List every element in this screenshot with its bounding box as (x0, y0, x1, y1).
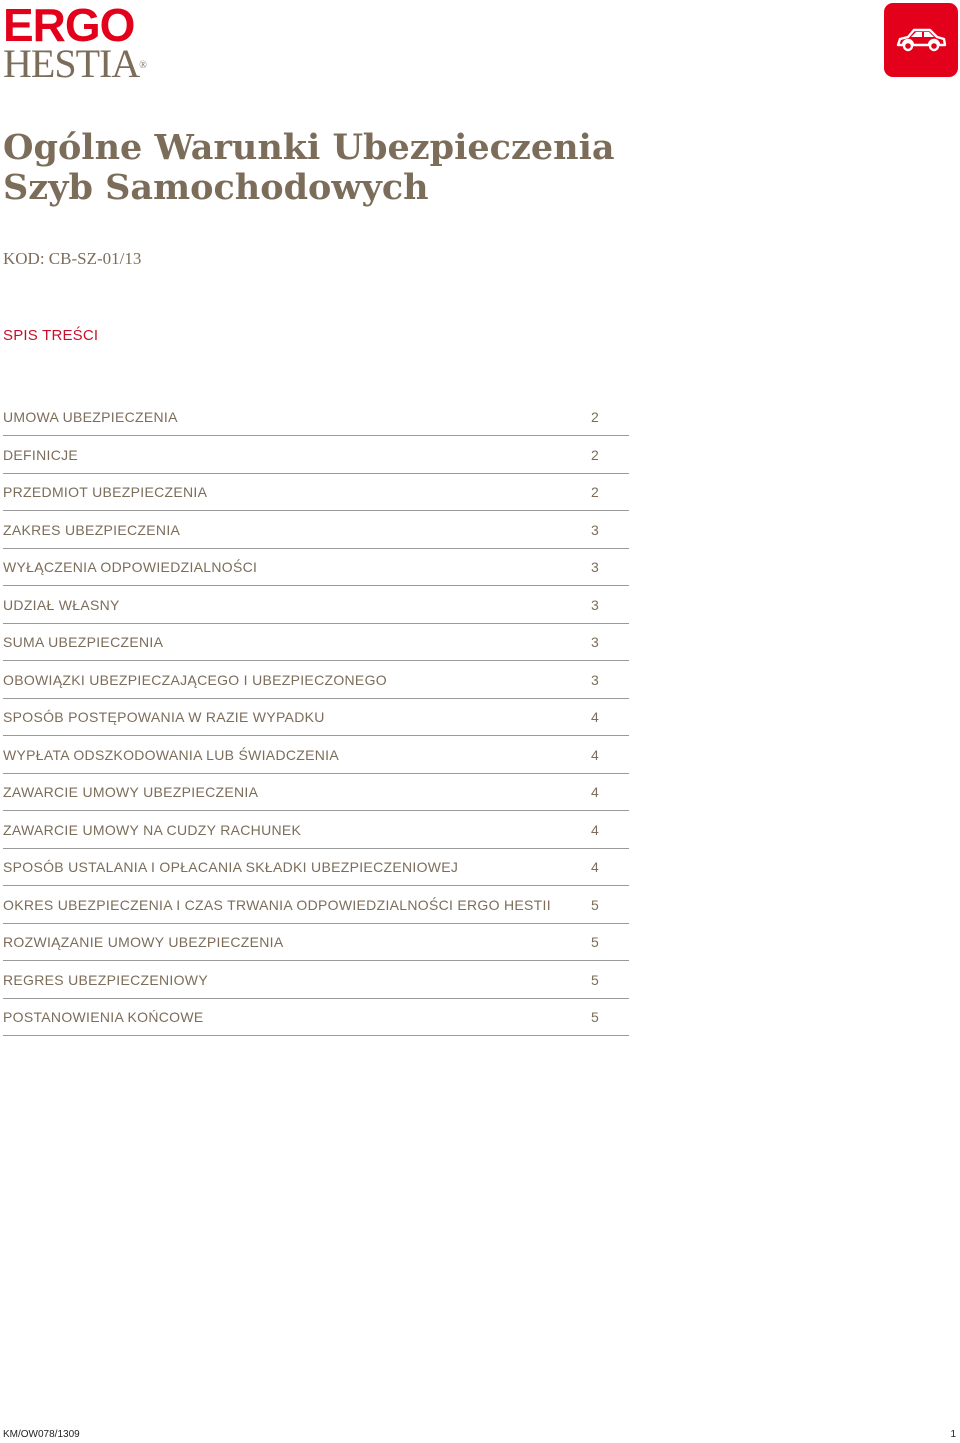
toc-row[interactable] (3, 999, 629, 1036)
toc-entry-page: 4 (591, 821, 599, 838)
footer-page-number: 1 (950, 1429, 956, 1440)
toc-entry-page: 5 (591, 934, 599, 950)
title-line-2: Szyb Samochodowych (3, 167, 429, 208)
toc-entry-page: 2 (591, 484, 599, 500)
toc-row[interactable] (3, 587, 629, 624)
toc-entry-page: 3 (591, 671, 599, 688)
toc-entry-label: REGRES UBEZPIECZENIOWY (3, 971, 208, 988)
toc-entry-label: ZAKRES UBEZPIECZENIA (3, 521, 181, 538)
toc-heading: SPIS TREŚCI (3, 327, 99, 344)
toc-entry-label: ROZWIĄZANIE UMOWY UBEZPIECZENIA (3, 934, 284, 950)
toc-row[interactable] (3, 399, 629, 436)
toc-row[interactable] (3, 887, 629, 924)
ergo-hestia-logo (3, 0, 146, 86)
toc-entry-label: PRZEDMIOT UBEZPIECZENIA (3, 484, 208, 500)
table-of-contents (3, 399, 629, 1037)
toc-row[interactable] (3, 624, 629, 661)
toc-row[interactable] (3, 774, 629, 811)
toc-entry-label: OKRES UBEZPIECZENIA I CZAS TRWANIA ODPOWIEDZIALNOŚCI ERGO HESTII (3, 896, 551, 913)
toc-entry-page: 3 (591, 521, 599, 538)
logo-hestia-text: HESTIA (3, 41, 140, 86)
toc-entry-label: WYPŁATA ODSZKODOWANIA LUB ŚWIADCZENIA (3, 746, 339, 763)
toc-row[interactable] (3, 662, 629, 699)
toc-row[interactable] (3, 437, 629, 474)
toc-row[interactable] (3, 924, 629, 961)
toc-entry-label: WYŁĄCZENIA ODPOWIEDZIALNOŚCI (3, 559, 258, 575)
toc-entry-label: DEFINICJE (3, 446, 79, 463)
toc-entry-page: 2 (591, 446, 599, 463)
title-line-1: Ogólne Warunki Ubezpieczenia (3, 127, 615, 168)
toc-entry-page: 5 (591, 896, 599, 913)
toc-entry-page: 4 (591, 784, 599, 800)
toc-entry-page: 5 (591, 1009, 599, 1025)
toc-row[interactable] (3, 849, 629, 886)
toc-entry-label: SPOSÓB USTALANIA I OPŁACANIA SKŁADKI UBEZPIECZENIOWEJ (3, 859, 459, 875)
toc-entry-label: ZAWARCIE UMOWY NA CUDZY RACHUNEK (3, 821, 302, 838)
toc-entry-page: 3 (591, 634, 599, 650)
toc-entry-page: 2 (591, 409, 599, 425)
toc-entry-page: 3 (591, 559, 599, 575)
toc-entry-label: UMOWA UBEZPIECZENIA (3, 409, 178, 425)
toc-entry-label: OBOWIĄZKI UBEZPIECZAJĄCEGO I UBEZPIECZONEGO (3, 671, 387, 688)
car-icon (894, 25, 948, 55)
toc-entry-label: ZAWARCIE UMOWY UBEZPIECZENIA (3, 784, 259, 800)
toc-row[interactable] (3, 474, 629, 511)
document-code: KOD: CB-SZ-01/13 (3, 249, 142, 268)
toc-row[interactable] (3, 699, 629, 736)
toc-row[interactable] (3, 812, 629, 849)
toc-entry-label: UDZIAŁ WŁASNY (3, 596, 120, 613)
toc-row[interactable] (3, 512, 629, 549)
toc-row[interactable] (3, 962, 629, 999)
toc-entry-label: SUMA UBEZPIECZENIA (3, 634, 164, 650)
toc-entry-label: SPOSÓB POSTĘPOWANIA W RAZIE WYPADKU (3, 709, 325, 725)
toc-row[interactable] (3, 737, 629, 774)
toc-entry-page: 5 (591, 971, 599, 988)
toc-row[interactable] (3, 549, 629, 586)
toc-entry-page: 4 (591, 859, 599, 875)
document-title (3, 128, 615, 208)
toc-entry-page: 3 (591, 596, 599, 613)
logo-registered-mark: ® (139, 60, 146, 71)
logo-hestia-wordmark (3, 41, 146, 86)
toc-entry-page: 4 (591, 709, 599, 725)
toc-entry-page: 4 (591, 746, 599, 763)
footer-doc-code: KM/OW078/1309 (3, 1429, 80, 1440)
logo-ergo-text: ERGO (3, 0, 135, 51)
toc-entry-label: POSTANOWIENIA KOŃCOWE (3, 1009, 204, 1025)
car-badge (884, 3, 958, 77)
